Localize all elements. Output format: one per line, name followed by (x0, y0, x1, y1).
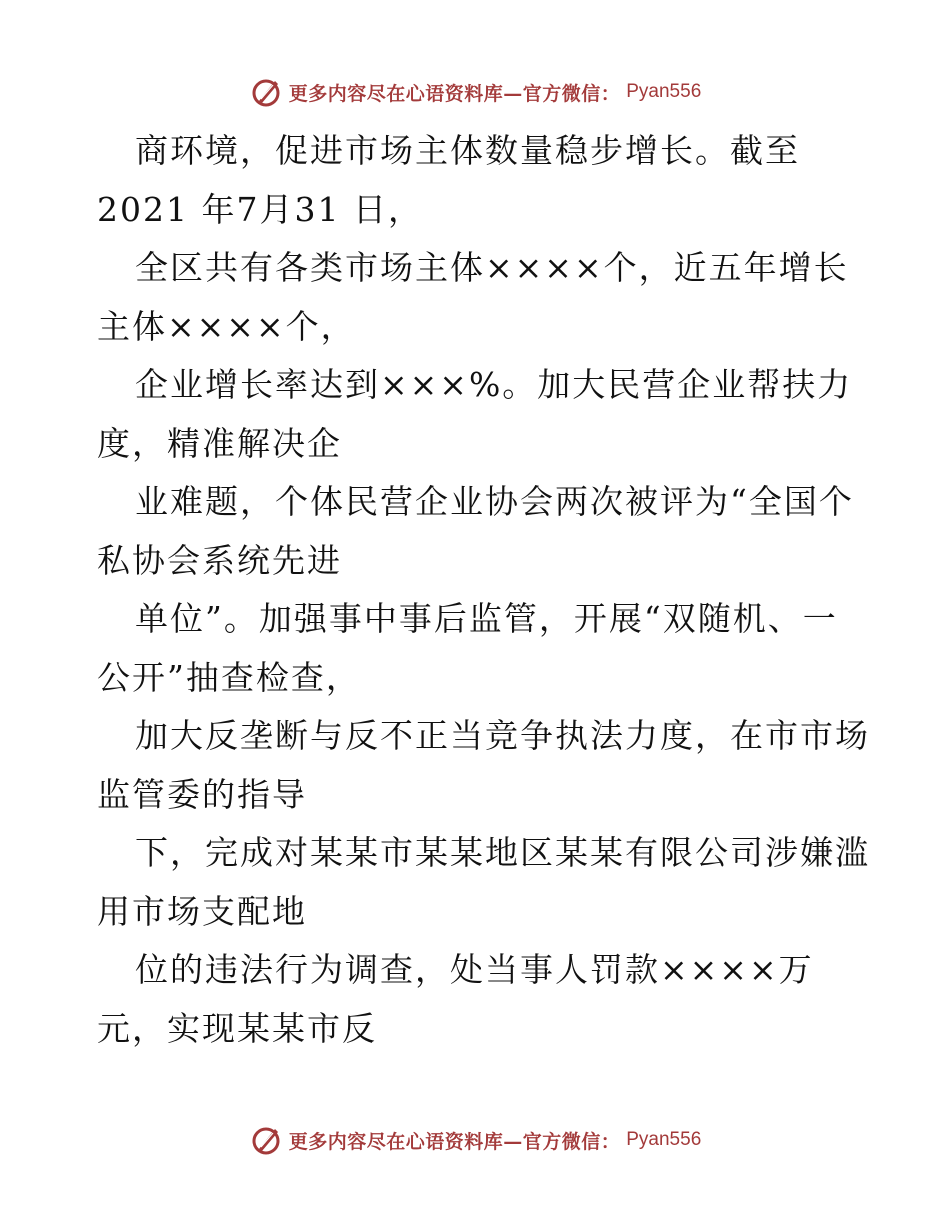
header-wechat-id: Pyan556 (626, 81, 702, 102)
text-line: 度，精准解决企 (97, 423, 342, 463)
text-line: 2021 年7月31 日， (97, 189, 423, 229)
text-line: 下，完成对某某市某某地区某某有限公司涉嫌滥 (135, 833, 870, 872)
footer-wechat-id: Pyan556 (626, 1129, 702, 1150)
footer-banner-text: 更多内容尽在心语资料库—官方微信： (288, 1130, 621, 1153)
quill-pen-logo-icon (249, 75, 283, 109)
text-line: 公开”抽查检查， (97, 657, 361, 697)
text-line: 私协会系统先进 (97, 540, 342, 580)
header-banner (0, 72, 950, 112)
text-line: 主体××××个， (97, 306, 356, 346)
quill-pen-logo-icon (249, 1123, 283, 1157)
text-line: 业难题，个体民营企业协会两次被评为“全国个 (135, 482, 854, 521)
text-line: 加大反垄断与反不正当竞争执法力度，在市市场 (135, 716, 870, 755)
text-line: 位的违法行为调查，处当事人罚款××××万 (135, 950, 814, 989)
text-line: 单位”。加强事中事后监管，开展“双随机、一 (135, 599, 838, 638)
text-line: 商环境，促进市场主体数量稳步增长。截至 (135, 131, 800, 170)
text-line: 元，实现某某市反 (97, 1008, 377, 1048)
text-line: 监管委的指导 (97, 774, 307, 814)
footer-banner (0, 1120, 950, 1160)
text-line: 企业增长率达到×××%。加大民营企业帮扶力 (135, 365, 853, 404)
header-banner-text: 更多内容尽在心语资料库—官方微信： (288, 82, 621, 105)
document-body (97, 122, 870, 1058)
text-line: 用市场支配地 (97, 891, 307, 931)
text-line: 全区共有各类市场主体××××个，近五年增长 (135, 248, 849, 287)
